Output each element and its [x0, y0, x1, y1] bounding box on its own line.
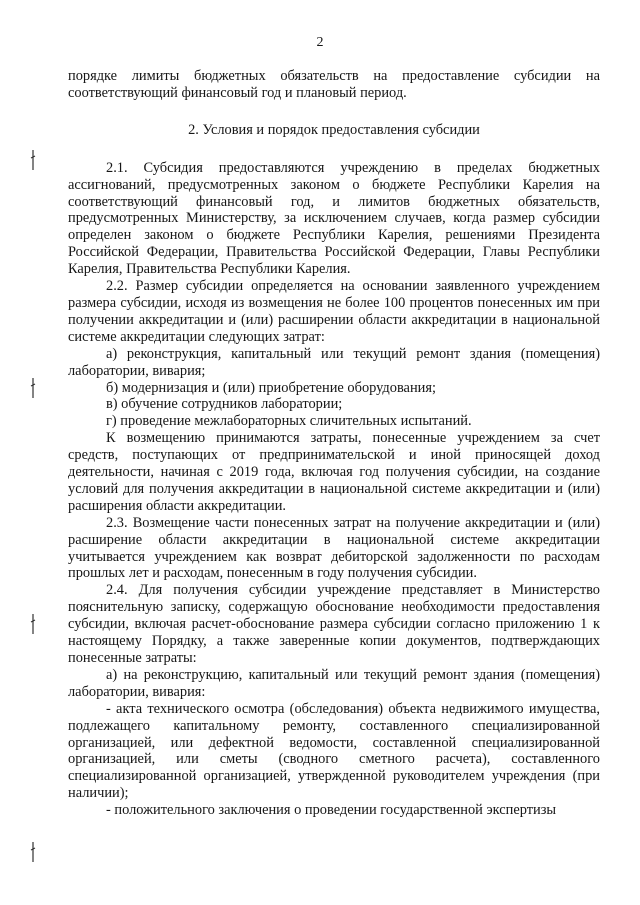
list-item-2-4-a-dash-2: - положительного заключения о проведении государственной экспертизы — [106, 802, 557, 819]
list-item-2-4-a: а) на реконструкцию, капитальный или текущий ремонт здания (помещения) лаборатории, вивария: — [68, 666, 600, 700]
list-item-2-2-v: в) обучение сотрудников лаборатории; — [106, 396, 343, 413]
binding-hole-mark — [30, 842, 36, 862]
paragraph-2-2: 2.2. Размер субсидии определяется на основании заявленного учреждением размера субсидии, исходя из возмещения не более 100 процентов понесенных им при получении аккредитации и (или) расширении области аккредитации в национальной системе аккредитации следующих затрат: — [68, 278, 600, 345]
paragraph-continuation: порядке лимиты бюджетных обязательств на предоставление субсидии на соответствующий финансовый год и плановый период. — [68, 68, 600, 101]
binding-hole-mark — [30, 150, 36, 170]
paragraph-2-1: 2.1. Субсидия предоставляются учреждению в пределах бюджетных ассигнований, предусмотренных законом о бюджете Республики Карелия на соответствующий финансовый год, и лимитов бюджетных обязательств, предусмотренных Министерству, за исключением случаев, когда размер субсидии определен законом о бюджете Республики Карелия, решениями Президента Российской Федерации, Правительства Российской Федерации, Главы Республики Карелия, Правительства Республики Карелия. — [68, 159, 600, 278]
list-item-2-2-a: а) реконструкция, капитальный или текущий ремонт здания (помещения) лаборатории, вивария; — [68, 345, 600, 379]
binding-hole-mark — [30, 378, 36, 398]
list-item-2-2-b: б) модернизация и (или) приобретение оборудования; — [106, 379, 436, 396]
document-body — [68, 68, 600, 819]
paragraph-2-2-tail: К возмещению принимаются затраты, понесенные учреждением за счет средств, поступающих от предпринимательской и иной приносящей доход деятельности, начиная с 2019 года, включая год получения субсидии, на создание условий для получения аккредитации в национальной системе аккредитации и (или) расширения области аккредитации. — [68, 430, 600, 514]
list-item-2-4-a-dash-1: - акта технического осмотра (обследования) объекта недвижимого имущества, подлежащего капитальному ремонту, составленного специализированной организацией, или дефектной ведомости, составленной специализированной организацией, или сметы (сводного сметного расчета), составленного специализированной организацией, утвержденной руководителем учреждения (при наличии); — [68, 700, 600, 802]
paragraph-2-4: 2.4. Для получения субсидии учреждение представляет в Министерство пояснительную записку, содержащую обоснование необходимости предоставления субсидии, включая расчет-обоснование размера субсидии согласно приложению 1 к настоящему Порядку, а также заверенные копии документов, подтверждающих понесенные затраты: — [68, 582, 600, 666]
section-heading: 2. Условия и порядок предоставления субсидии — [188, 121, 480, 138]
page-number: 2 — [316, 35, 324, 50]
paragraph-2-3: 2.3. Возмещение части понесенных затрат на получение аккредитации и (или) расширение области аккредитации в национальной системе аккредитации учитывается учреждением как возврат дебиторской задолженности по расходам прошлых лет и расходам, понесенным в году получения субсидии. — [68, 514, 600, 582]
list-item-2-2-g: г) проведение межлабораторных сличительных испытаний. — [106, 413, 472, 430]
binding-hole-mark — [30, 614, 36, 634]
